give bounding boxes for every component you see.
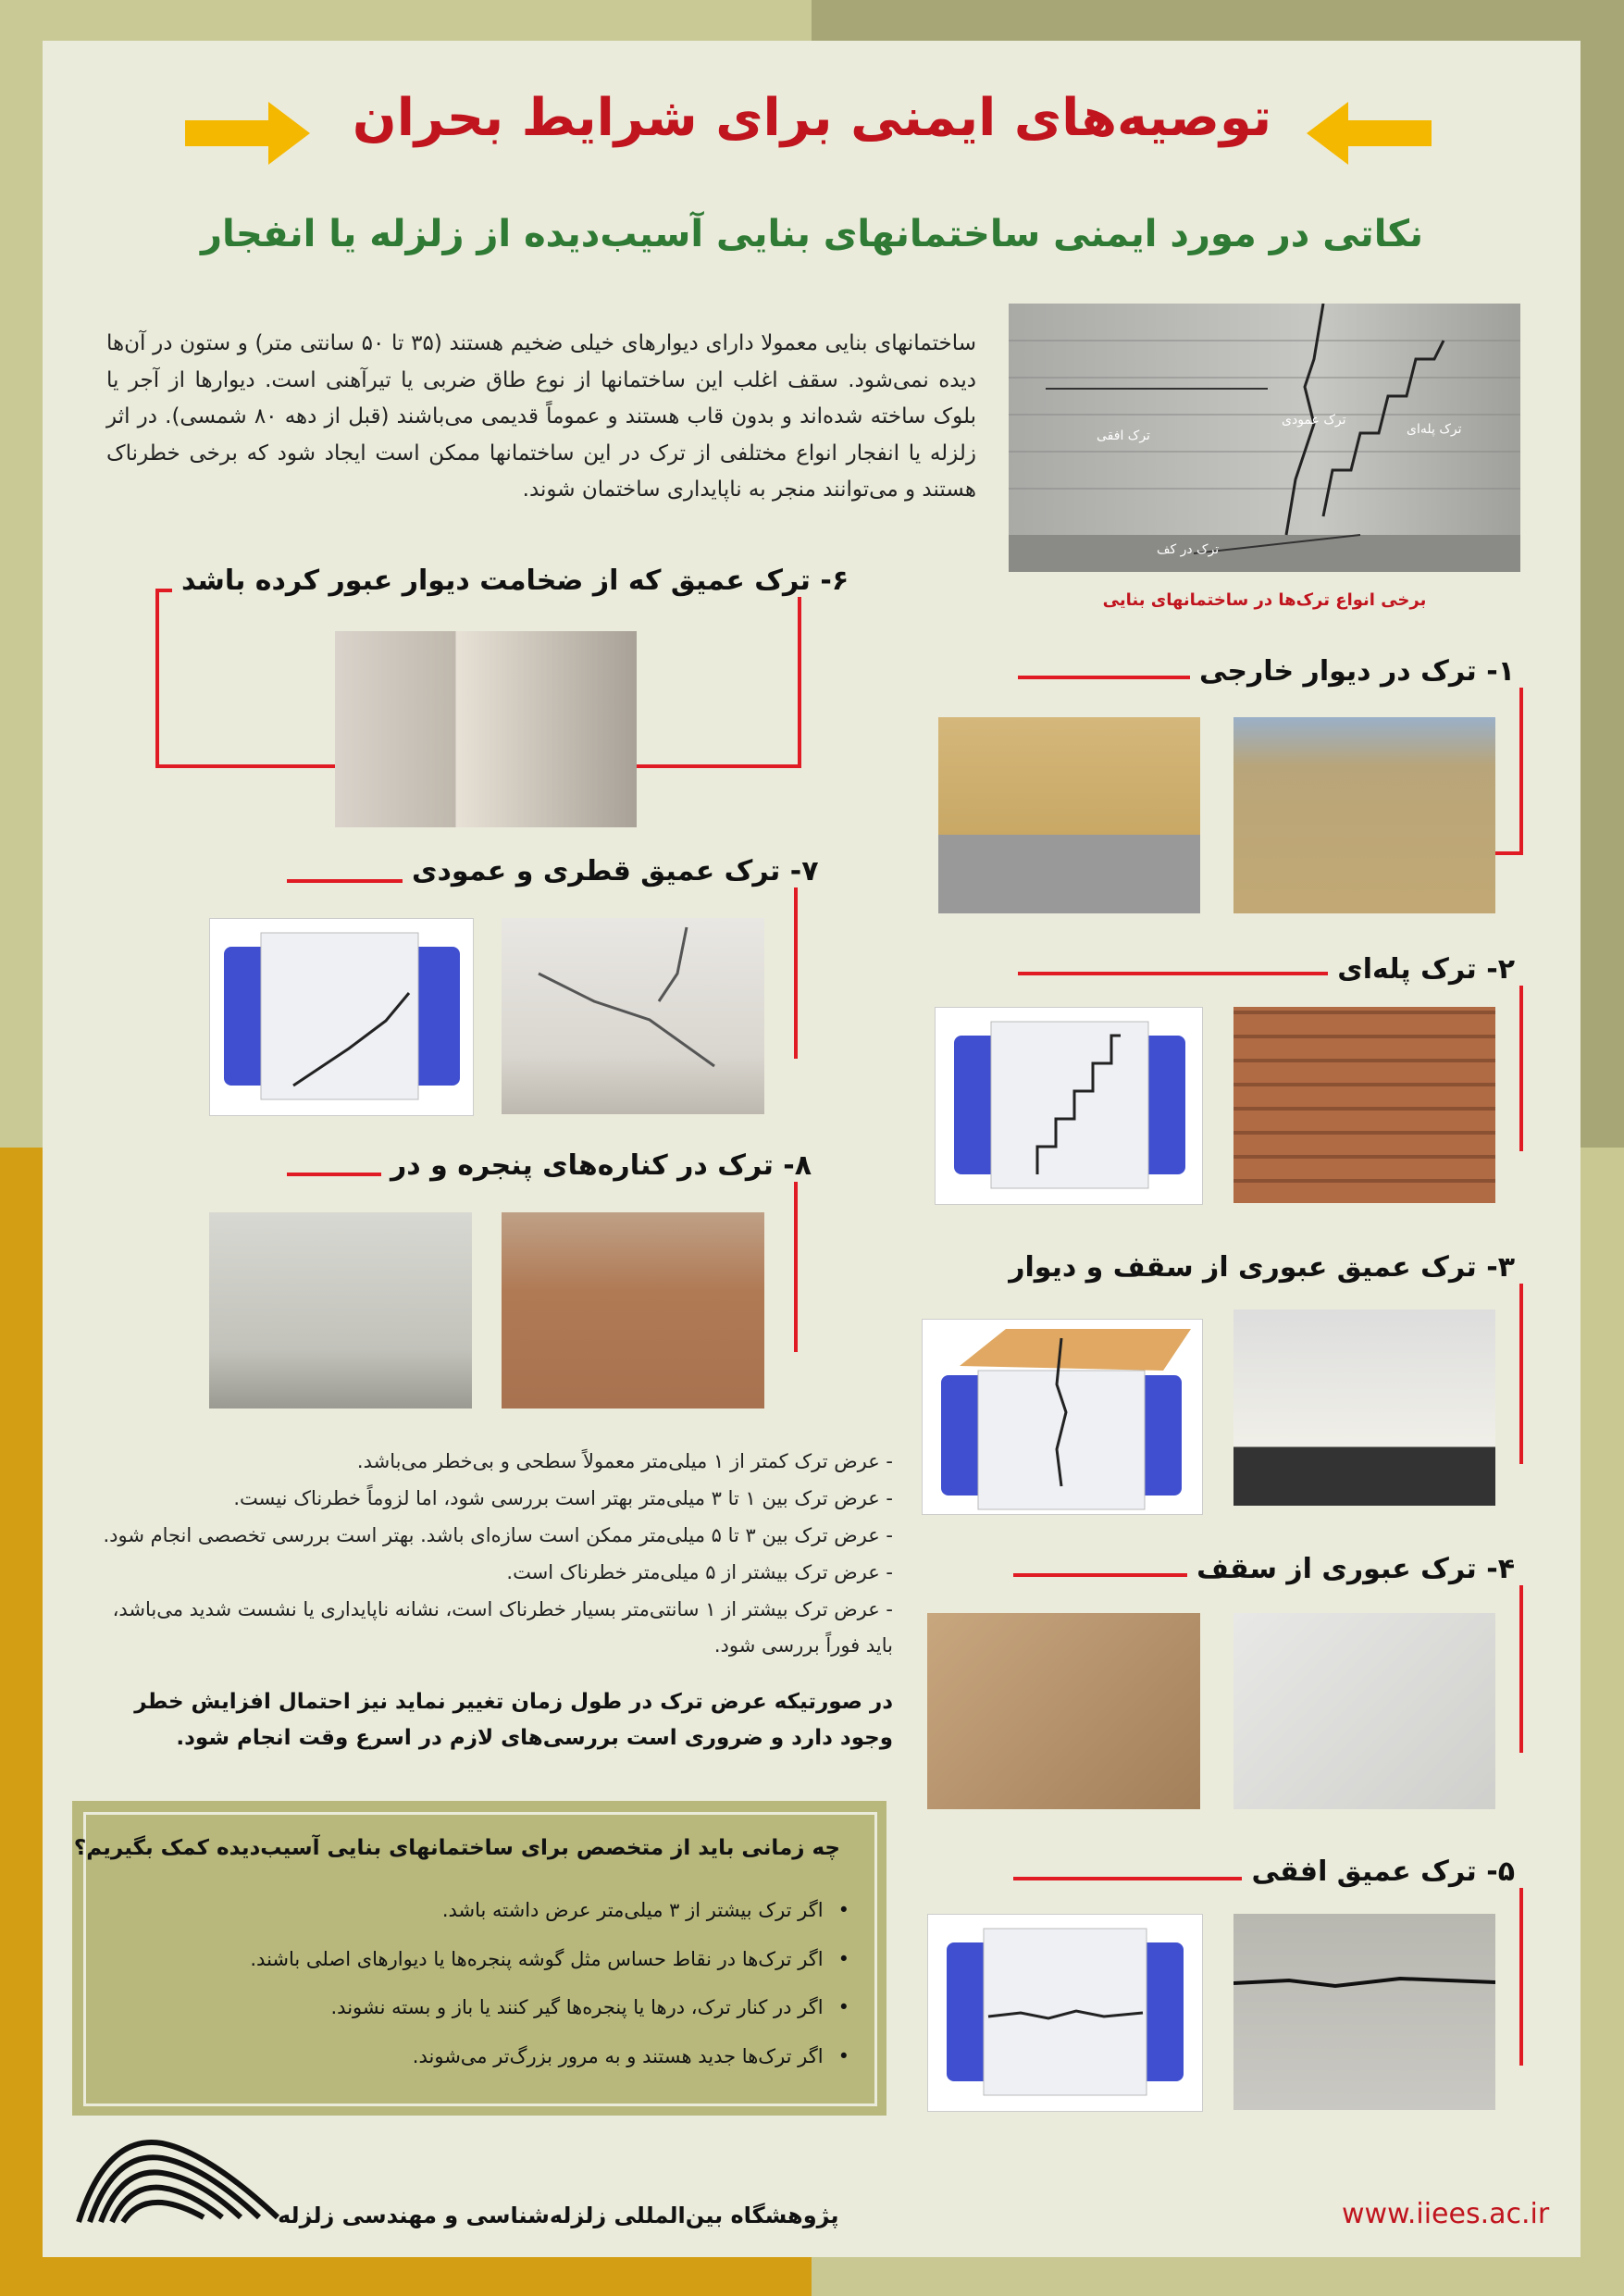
help-box bbox=[72, 1801, 886, 2116]
photo-s3 bbox=[1233, 1309, 1495, 1506]
note-3: - عرض ترک بین ۳ تا ۵ میلی‌متر ممکن است سازه‌ای باشد. بهتر است بررسی تخصصی انجام شود. bbox=[103, 1523, 893, 1546]
main-crack-photo bbox=[1009, 304, 1520, 572]
bold-warning: در صورتیکه عرض ترک در طول زمان تغییر نماید نیز احتمال افزایش خطر وجود دارد و ضروری است بررسی‌های لازم در اسرع وقت انجام شود. bbox=[134, 1690, 893, 1751]
main-photo-caption: برخی انواع ترک‌ها در ساختمانهای بنایی bbox=[1102, 590, 1427, 610]
crack-width-notes bbox=[88, 1444, 893, 1665]
diagram-s2 bbox=[935, 1007, 1203, 1205]
iiees-logo-icon bbox=[69, 2125, 282, 2227]
note-2: - عرض ترک بین ۱ تا ۳ میلی‌متر بهتر است بررسی شود، اما لزوماً خطرناک نیست. bbox=[233, 1486, 893, 1509]
photo-s8-a bbox=[209, 1212, 472, 1409]
photo-s8-b bbox=[502, 1212, 764, 1409]
org-name: پژوهشگاه بین‌المللی زلزله‌شناسی و مهندسی زلزله bbox=[278, 2203, 839, 2228]
section-title-2: ۲- ترک پله‌ای bbox=[1328, 953, 1524, 986]
note-5: - عرض ترک بیشتر از ۱ سانتی‌متر بسیار خطرناک است، نشانه ناپایداری یا نشست شدید می‌باشد، باید فوراً بررسی شود. bbox=[112, 1597, 893, 1657]
diagram-s7 bbox=[209, 918, 474, 1116]
website-link[interactable]: www.iiees.ac.ir bbox=[1342, 2198, 1550, 2230]
intro-paragraph: ساختمانهای بنایی معمولا دارای دیوارهای خیلی ضخیم هستند (۳۵ تا ۵۰ سانتی متر) و ستون در آن‌ها دیده نمی‌شود. سقف اغلب این ساختمانها از نوع طاق ضربی یا تیرآهنی است. دیوارها از آجر یا بلوک ساخته شده‌اند و بدون قاب هستند و عموماً قدیمی می‌باشند (قبل از دهه ۸۰ شمسی). در اثر زلزله یا انفجار انواع مختلفی از ترک در این ساختمانها ممکن است ایجاد شود که برخی خطرناک هستند و می‌توانند منجر به ناپایداری ساختمان شوند. bbox=[106, 331, 977, 503]
section-title-6: ۶- ترک عمیق که از ضخامت دیوار عبور کرده باشد bbox=[172, 565, 858, 597]
help-item: • اگر ترک بیشتر از ۳ میلی‌متر عرض داشته باشد. bbox=[146, 1886, 849, 1935]
section-title-7: ۷- ترک عمیق قطری و عمودی bbox=[403, 855, 828, 887]
section-title-3: ۳- ترک عمیق عبوری از سقف و دیوار bbox=[999, 1251, 1524, 1284]
help-item: • اگر ترک‌ها در نقاط حساس مثل گوشه پنجره‌ها یا دیوارهای اصلی باشند. bbox=[146, 1935, 849, 1984]
photo-s2 bbox=[1233, 1007, 1495, 1203]
diagram-s5 bbox=[927, 1914, 1203, 2112]
section-title-8: ۸- ترک در کناره‌های پنجره و در bbox=[381, 1149, 821, 1182]
help-item: • اگر ترک‌ها جدید هستند و به مرور بزرگ‌تر می‌شوند. bbox=[146, 2032, 849, 2081]
help-item: • اگر در کنار ترک، درها یا پنجره‌ها گیر کنند یا باز و بسته نشوند. bbox=[146, 1983, 849, 2032]
note-1: - عرض ترک کمتر از ۱ میلی‌متر معمولاً سطحی و بی‌خطر می‌باشد. bbox=[356, 1450, 893, 1472]
diagram-s3 bbox=[922, 1319, 1203, 1515]
section-title-1: ۱- ترک در دیوار خارجی bbox=[1190, 655, 1524, 688]
photo-s1-a bbox=[938, 717, 1200, 913]
label-vertical: ترک عمودی bbox=[1282, 413, 1346, 428]
label-floor: ترک در کف bbox=[1157, 542, 1220, 557]
note-4: - عرض ترک بیشتر از ۵ میلی‌متر خطرناک است. bbox=[506, 1560, 893, 1583]
help-list bbox=[146, 1886, 849, 2080]
photo-s1-b bbox=[1233, 717, 1495, 913]
section-title-5: ۵- ترک عمیق افقی bbox=[1242, 1855, 1524, 1888]
photo-s7 bbox=[502, 918, 764, 1114]
label-horizontal: ترک افقی bbox=[1097, 428, 1150, 443]
page-subtitle: نکاتی در مورد ایمنی ساختمانهای بنایی آسیب‌دیده از زلزله یا انفجار bbox=[200, 213, 1423, 255]
photo-s4-a bbox=[927, 1613, 1200, 1809]
bracket-s6-top-left bbox=[155, 589, 174, 592]
section-title-4: ۴- ترک عبوری از سقف bbox=[1187, 1553, 1524, 1585]
page-title: توصیه‌های ایمنی برای شرایط بحران bbox=[352, 88, 1272, 148]
photo-s4-b bbox=[1233, 1613, 1495, 1809]
label-stair: ترک پله‌ای bbox=[1407, 422, 1462, 437]
photo-s6 bbox=[335, 631, 637, 827]
help-question: چه زمانی باید از متخصص برای ساختمانهای بنایی آسیب‌دیده کمک بگیریم؟ bbox=[73, 1836, 840, 1860]
photo-s5 bbox=[1233, 1914, 1495, 2110]
